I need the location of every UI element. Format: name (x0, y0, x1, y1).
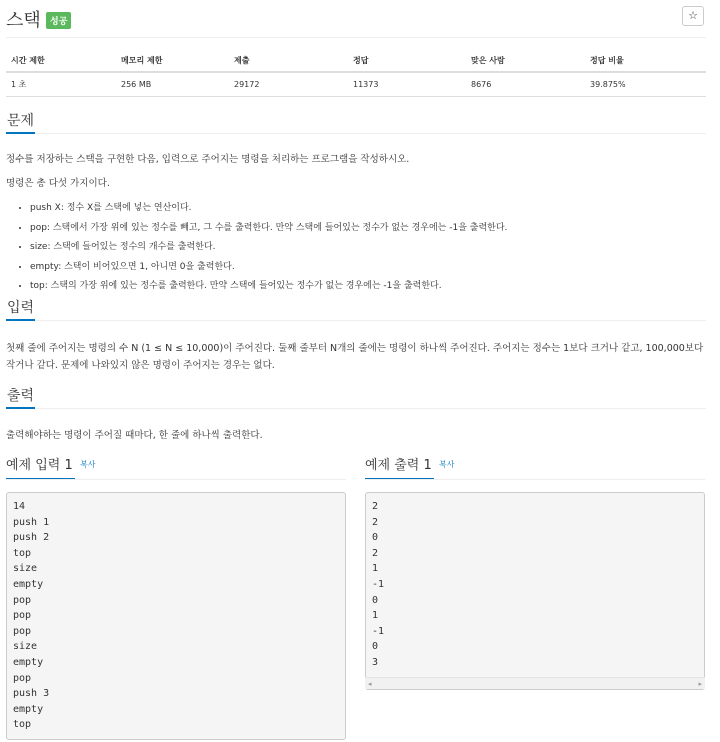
sample-input-box[interactable]: 14 push 1 push 2 top size empty pop pop pop size empty pop push 3 empty top (6, 492, 346, 740)
list-item: • size: 스택에 들어있는 정수의 개수를 출력한다. (30, 238, 507, 258)
sample-output-box[interactable]: 2 2 0 2 1 -1 0 1 -1 0 3 (365, 492, 705, 690)
copy-input-button[interactable]: 복사 (79, 460, 96, 469)
list-item: • empty: 스택이 비어있으면 1, 아니면 0을 출력한다. (30, 258, 507, 278)
header-solvers: 맞은 사람 (466, 50, 585, 72)
value-submissions[interactable]: 29172 (229, 72, 348, 96)
problem-header (6, 4, 706, 38)
list-item: • pop: 스택에서 가장 위에 있는 정수를 빼고, 그 수를 출력한다. 만약 스택에 들어있는 정수가 없는 경우에는 -1을 출력한다. (30, 219, 507, 239)
list-item: • top: 스택의 가장 위에 있는 정수를 출력한다. 만약 스택에 들어있는 정수가 없는 경우에는 -1을 출력한다. (30, 277, 507, 297)
input-description: 첫째 줄에 주어지는 명령의 수 N (1 ≤ N ≤ 10,000)이 주어진다. 둘째 줄부터 N개의 줄에는 명령이 하나씩 주어진다. 주어지는 정수는 1보다 크거나 같고, 100,000보다 작거나 같다. 문제에 나와있지 않은 명령이 주어지는 경우는 없다. (6, 343, 704, 371)
value-accepted[interactable]: 11373 (348, 72, 466, 96)
value-time-limit: 1 초 (6, 72, 116, 96)
input-section-title: 입력 (6, 299, 35, 321)
output-description: 출력해야하는 명령이 주어질 때마다, 한 줄에 하나씩 출력한다. (6, 430, 263, 441)
list-item: • push X: 정수 X를 스택에 넣는 연산이다. (30, 199, 507, 219)
favorite-button[interactable] (682, 6, 704, 26)
scroll-right-icon[interactable]: ▸ (698, 680, 702, 688)
problem-info-table (6, 50, 706, 97)
sample-input-title: 예제 입력 1 (6, 456, 75, 480)
value-memory-limit: 256 MB (116, 72, 229, 96)
command-list (30, 199, 507, 297)
header-submissions: 제출 (229, 50, 348, 72)
problem-description-2: 명령은 총 다섯 가지이다. (6, 178, 110, 189)
status-badge: 성공 (46, 12, 71, 29)
divider (365, 479, 705, 480)
header-accepted: 정답 (348, 50, 466, 72)
value-solvers[interactable]: 8676 (466, 72, 585, 96)
output-section-head (6, 387, 706, 409)
page-title: 스택 (6, 10, 41, 31)
sample-output-head (365, 456, 454, 480)
divider (6, 479, 346, 480)
sample-input-head (6, 456, 95, 480)
scroll-left-icon[interactable]: ◂ (368, 680, 372, 688)
output-section-title: 출력 (6, 387, 35, 409)
table-header-row (6, 50, 706, 72)
copy-output-button[interactable]: 복사 (438, 460, 455, 469)
problem-description: 정수를 저장하는 스택을 구현한 다음, 입력으로 주어지는 명령을 처리하는 프로그램을 작성하시오. (6, 154, 410, 165)
table-row (6, 72, 706, 96)
header-time-limit: 시간 제한 (6, 50, 116, 72)
header-ratio: 정답 비율 (585, 50, 706, 72)
star-icon: ☆ (688, 9, 698, 22)
horizontal-scrollbar[interactable] (365, 677, 705, 689)
problem-section-title: 문제 (6, 112, 35, 134)
problem-section-head (6, 112, 706, 134)
value-ratio: 39.875% (585, 72, 706, 96)
input-section-head (6, 299, 706, 321)
header-memory-limit: 메모리 제한 (116, 50, 229, 72)
sample-output-title: 예제 출력 1 (365, 456, 434, 480)
